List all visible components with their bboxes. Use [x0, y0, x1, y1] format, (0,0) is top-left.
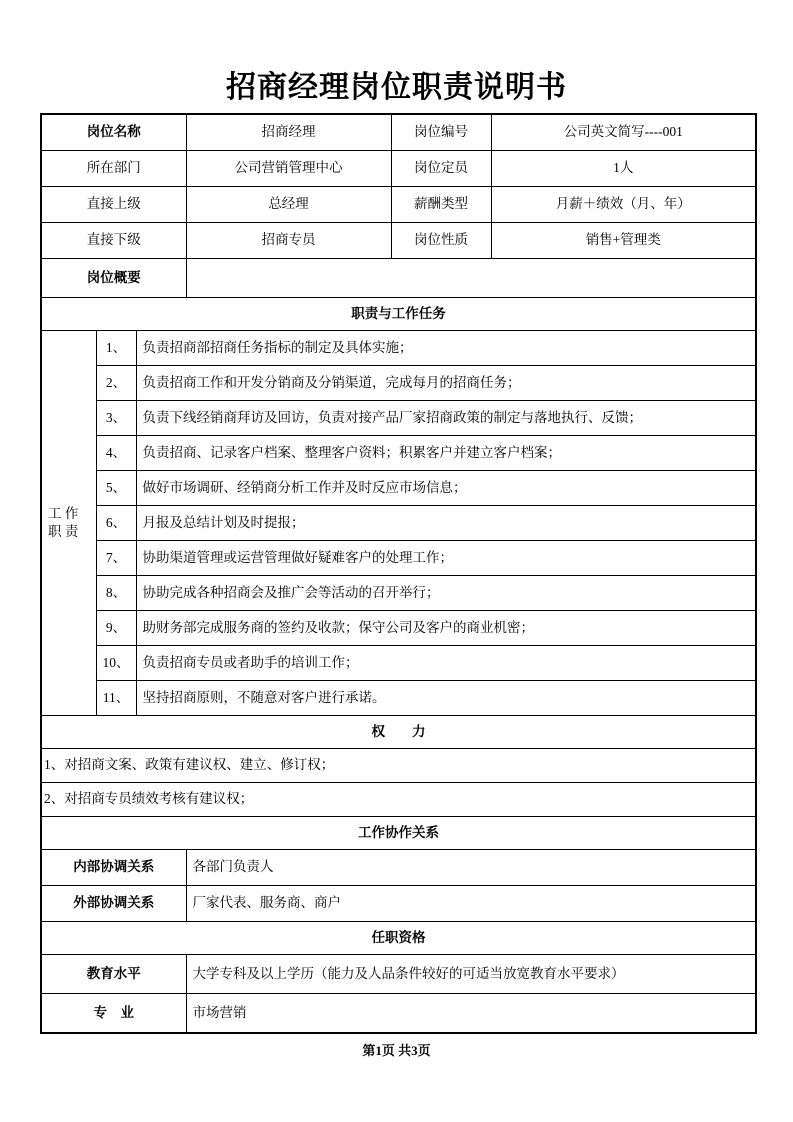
duty-number: 1、 — [96, 331, 136, 366]
field-label-position-summary: 岗位概要 — [41, 259, 186, 298]
field-value-position-name: 招商经理 — [186, 114, 391, 151]
duty-number: 4、 — [96, 436, 136, 471]
field-value-position-nature: 销售+管理类 — [491, 223, 756, 259]
duty-text: 负责招商工作和开发分销商及分销渠道，完成每月的招商任务； — [136, 366, 756, 401]
section-title-power: 权 力 — [41, 716, 756, 749]
field-value-direct-superior: 总经理 — [186, 187, 391, 223]
power-item-text: 1、对招商文案、政策有建议权、建立、修订权； — [44, 757, 335, 773]
field-label-direct-superior: 直接上级 — [41, 187, 186, 223]
field-value-major: 市场营销 — [186, 994, 756, 1034]
duty-text: 月报及总结计划及时提报； — [136, 506, 756, 541]
table-row — [41, 541, 756, 576]
table-row — [41, 151, 756, 187]
duty-text: 负责招商专员或者助手的培训工作； — [136, 646, 756, 681]
duty-number: 8、 — [96, 576, 136, 611]
section-header-duties — [41, 298, 756, 331]
job-description-table — [40, 113, 757, 1034]
field-label-major: 专 业 — [41, 994, 186, 1034]
table-row — [41, 114, 756, 151]
table-row-position-summary — [41, 259, 756, 298]
duty-number: 10、 — [96, 646, 136, 681]
table-row — [41, 331, 756, 366]
duty-text: 坚持招商原则，不随意对客户进行承诺。 — [136, 681, 756, 716]
duty-number: 9、 — [96, 611, 136, 646]
field-label-position-code: 岗位编号 — [391, 114, 491, 151]
table-row — [41, 506, 756, 541]
duty-text: 负责招商、记录客户档案、整理客户资料；积累客户并建立客户档案； — [136, 436, 756, 471]
duty-text: 负责下线经销商拜访及回访，负责对接产品厂家招商政策的制定与落地执行、反馈； — [136, 401, 756, 436]
table-row — [41, 436, 756, 471]
duty-number: 3、 — [96, 401, 136, 436]
section-header-cooperation — [41, 817, 756, 850]
duty-number: 11、 — [96, 681, 136, 716]
table-row — [41, 955, 756, 994]
page-title: 招商经理岗位职责说明书 — [226, 71, 567, 104]
table-row — [41, 681, 756, 716]
table-row — [41, 994, 756, 1034]
duty-text: 做好市场调研、经销商分析工作并及时反应市场信息； — [136, 471, 756, 506]
section-title-qualification: 任职资格 — [41, 922, 756, 955]
duty-text: 协助完成各种招商会及推广会等活动的召开举行； — [136, 576, 756, 611]
field-value-headcount: 1人 — [491, 151, 756, 187]
table-row — [41, 611, 756, 646]
section-header-qualification — [41, 922, 756, 955]
duty-text: 负责招商部招商任务指标的制定及具体实施； — [136, 331, 756, 366]
field-value-position-code: 公司英文简写----001 — [491, 114, 756, 151]
page-footer: 第1页 共3页 — [362, 1043, 431, 1058]
section-header-power — [41, 716, 756, 749]
field-label-salary-type: 薪酬类型 — [391, 187, 491, 223]
field-value-salary-type: 月薪＋绩效（月、年） — [491, 187, 756, 223]
table-row — [41, 646, 756, 681]
field-value-internal-coordination: 各部门负责人 — [186, 850, 756, 886]
table-row — [41, 401, 756, 436]
table-row — [41, 187, 756, 223]
field-label-internal-coordination: 内部协调关系 — [41, 850, 186, 886]
duty-number: 7、 — [96, 541, 136, 576]
power-item — [41, 749, 756, 783]
duty-number: 5、 — [96, 471, 136, 506]
field-label-headcount: 岗位定员 — [391, 151, 491, 187]
table-row — [41, 850, 756, 886]
duty-text: 助财务部完成服务商的签约及收款；保守公司及客户的商业机密； — [136, 611, 756, 646]
side-label-work-duties: 工 作 职 责 — [41, 331, 96, 716]
table-row — [41, 576, 756, 611]
power-item — [41, 783, 756, 817]
field-value-department: 公司营销管理中心 — [186, 151, 391, 187]
table-row — [41, 749, 756, 783]
field-label-external-coordination: 外部协调关系 — [41, 886, 186, 922]
table-row — [41, 223, 756, 259]
field-label-position-name: 岗位名称 — [41, 114, 186, 151]
section-title-cooperation: 工作协作关系 — [41, 817, 756, 850]
table-row — [41, 366, 756, 401]
power-item-text: 2、对招商专员绩效考核有建议权； — [44, 791, 254, 807]
duty-text: 协助渠道管理或运营管理做好疑难客户的处理工作； — [136, 541, 756, 576]
duty-number: 2、 — [96, 366, 136, 401]
field-value-position-summary — [186, 259, 756, 298]
table-row — [41, 886, 756, 922]
field-label-direct-subordinate: 直接下级 — [41, 223, 186, 259]
field-label-department: 所在部门 — [41, 151, 186, 187]
table-row — [41, 471, 756, 506]
field-label-position-nature: 岗位性质 — [391, 223, 491, 259]
field-value-direct-subordinate: 招商专员 — [186, 223, 391, 259]
duty-number: 6、 — [96, 506, 136, 541]
table-row — [41, 783, 756, 817]
field-label-education-level: 教育水平 — [41, 955, 186, 994]
section-title-duties: 职责与工作任务 — [41, 298, 756, 331]
field-value-education-level: 大学专科及以上学历（能力及人品条件较好的可适当放宽教育水平要求） — [186, 955, 756, 994]
field-value-external-coordination: 厂家代表、服务商、商户 — [186, 886, 756, 922]
